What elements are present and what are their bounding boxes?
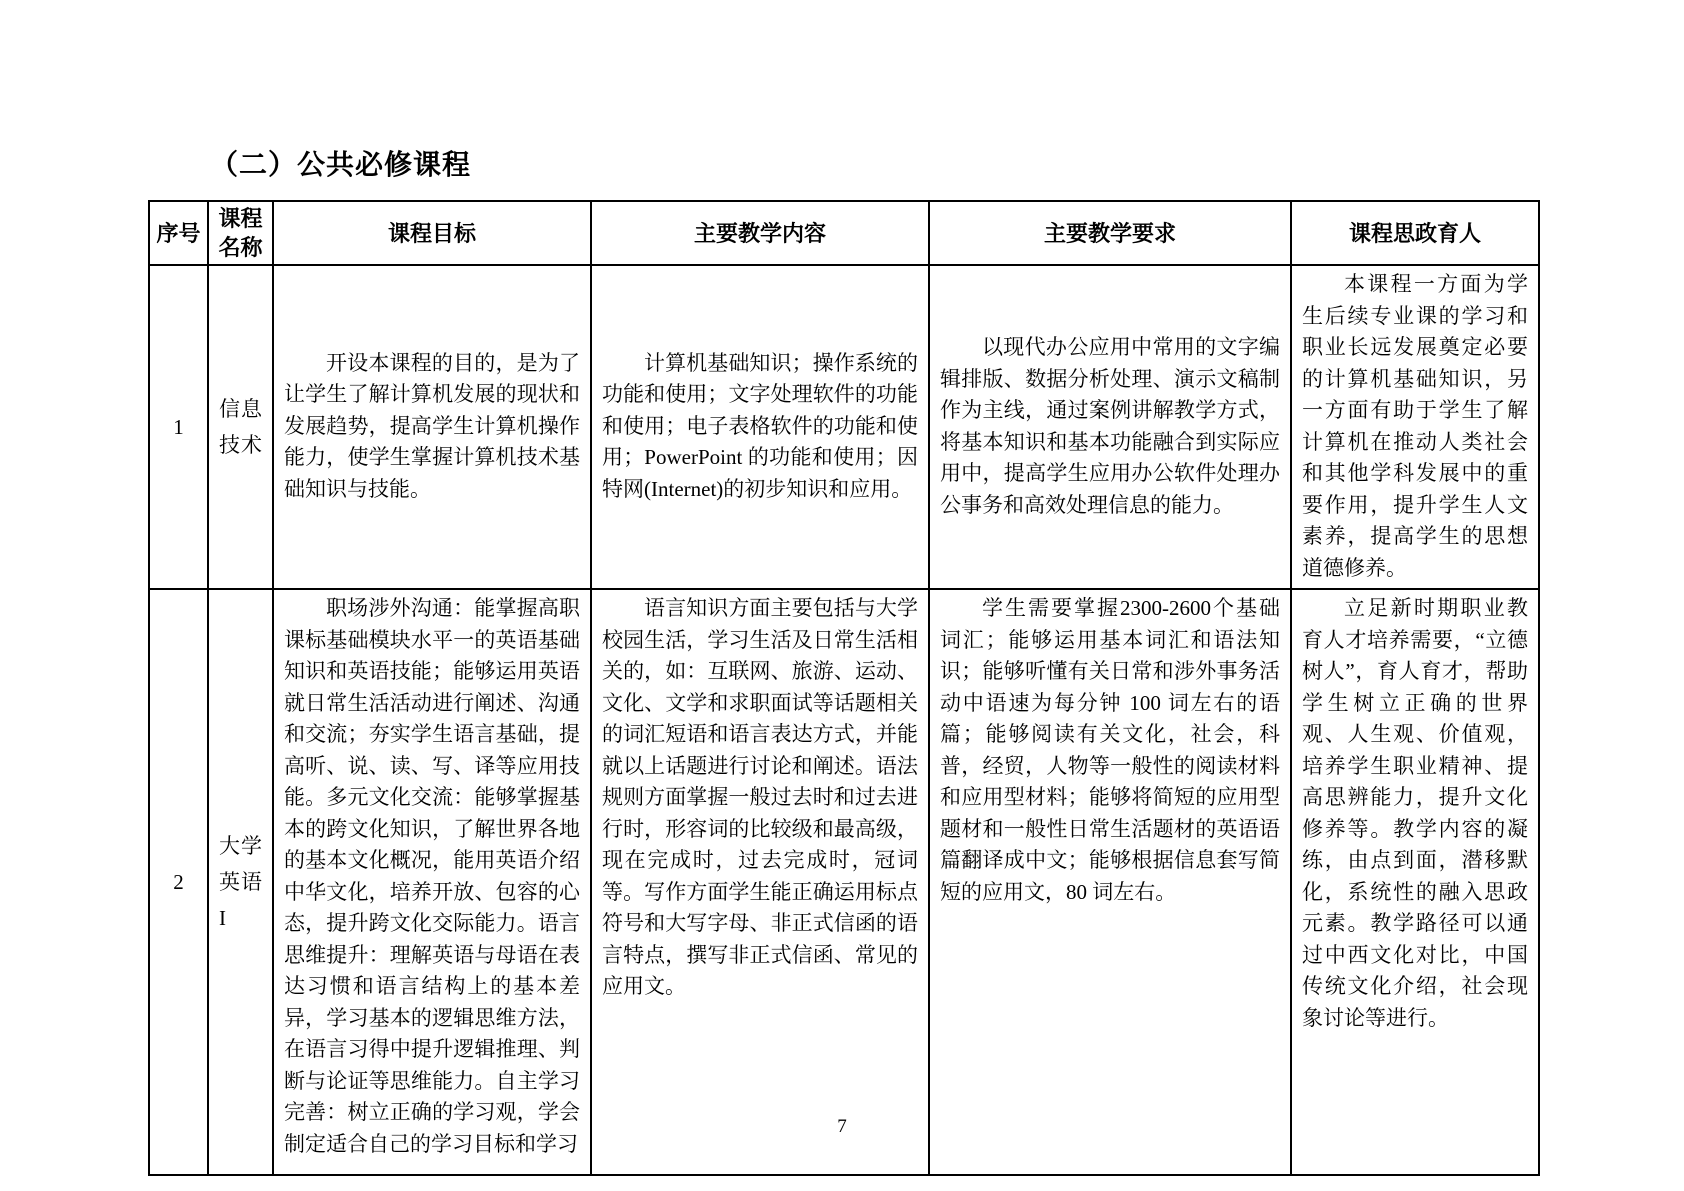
- cell-requirements: 以现代办公应用中常用的文字编辑排版、数据分析处理、演示文稿制作为主线，通过案例讲解教学方式，将基本知识和基本功能融合到实际应用中，提高学生应用办公软件处理办公事务和高效处理信息的能力。: [929, 265, 1291, 589]
- table-header-row: [149, 201, 1539, 265]
- section-title: （二）公共必修课程: [210, 150, 472, 181]
- cell-requirements: 学生需要掌握2300-2600个基础词汇；能够运用基本词汇和语法知识；能够听懂有关日常和涉外事务活动中语速为每分钟 100 词左右的语篇；能够阅读有关文化，社会，科普，经贸，人物等一般性的阅读材料和应用型材料；能够将简短的应用型题材和一般性日常生活题材的英语语篇翻译成中文；能够根据信息套写简短的应用文，80 词左右。: [929, 589, 1291, 1175]
- table-row: [149, 589, 1539, 1175]
- course-table: [148, 200, 1540, 1176]
- cell-ideology: 立足新时期职业教育人才培养需要，“立德树人”，育人育才，帮助学生树立正确的世界观、人生观、价值观，培养学生职业精神、提高思辨能力，提升文化修养等。教学内容的凝练，由点到面，潜移默化，系统性的融入思政元素。教学路径可以通过中西文化对比，中国传统文化介绍，社会现象讨论等进行。: [1291, 589, 1539, 1175]
- cell-course-name: 大学英语I: [208, 589, 273, 1175]
- cell-row-number: 2: [149, 589, 208, 1175]
- cell-course-name: 信息技术: [208, 265, 273, 589]
- cell-objectives: 开设本课程的目的，是为了让学生了解计算机发展的现状和发展趋势，提高学生计算机操作能力，使学生掌握计算机技术基础知识与技能。: [273, 265, 591, 589]
- col-header-course-name: 课程名称: [208, 201, 273, 265]
- col-header-no: 序号: [149, 201, 208, 265]
- table-row: [149, 265, 1539, 589]
- col-header-objectives: 课程目标: [273, 201, 591, 265]
- cell-content: 语言知识方面主要包括与大学校园生活，学习生活及日常生活相关的，如：互联网、旅游、运动、文化、文学和求职面试等话题相关的词汇短语和语言表达方式，并能就以上话题进行讨论和阐述。语法规则方面掌握一般过去时和过去进行时，形容词的比较级和最高级，现在完成时，过去完成时，冠词等。写作方面学生能正确运用标点符号和大写字母、非正式信函的语言特点，撰写非正式信函、常见的应用文。: [591, 589, 929, 1175]
- col-header-ideology: 课程思政育人: [1291, 201, 1539, 265]
- col-header-content: 主要教学内容: [591, 201, 929, 265]
- cell-row-number: 1: [149, 265, 208, 589]
- page-number: 7: [837, 1116, 847, 1137]
- col-header-requirements: 主要教学要求: [929, 201, 1291, 265]
- cell-objectives: 职场涉外沟通：能掌握高职课标基础模块水平一的英语基础知识和英语技能；能够运用英语就日常生活活动进行阐述、沟通和交流；夯实学生语言基础，提高听、说、读、写、译等应用技能。多元文化交流：能够掌握基本的跨文化知识，了解世界各地的基本文化概况，能用英语介绍中华文化，培养开放、包容的心态，提升跨文化交际能力。语言思维提升：理解英语与母语在表达习惯和语言结构上的基本差异，学习基本的逻辑思维方法，在语言习得中提升逻辑推理、判断与论证等思维能力。自主学习完善：树立正确的学习观，学会制定适合自己的学习目标和学习: [273, 589, 591, 1175]
- cell-ideology: 本课程一方面为学生后续专业课的学习和职业长远发展奠定必要的计算机基础知识，另一方面有助于学生了解计算机在推动人类社会和其他学科发展中的重要作用，提升学生人文素养，提高学生的思想道德修养。: [1291, 265, 1539, 589]
- cell-content: 计算机基础知识；操作系统的功能和使用；文字处理软件的功能和使用；电子表格软件的功能和使用；PowerPoint 的功能和使用；因特网(Internet)的初步知识和应用。: [591, 265, 929, 589]
